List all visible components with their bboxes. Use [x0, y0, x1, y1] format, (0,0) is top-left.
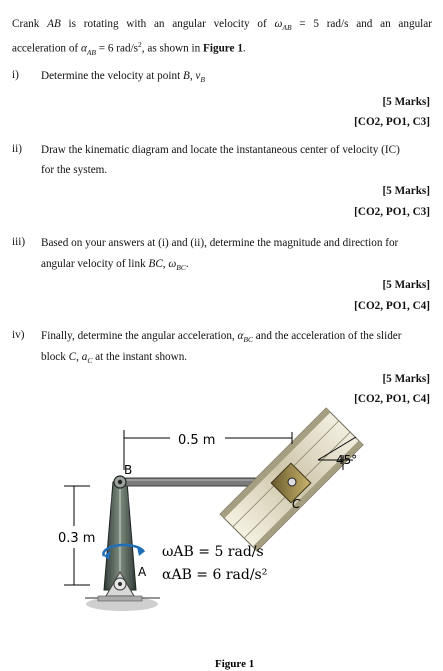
question-3-co: [CO2, PO1, C4] [354, 300, 430, 312]
question-1-co: [CO2, PO1, C3] [354, 116, 430, 128]
label-c: C [292, 497, 301, 511]
alpha-label: αAB = 6 rad/s² [162, 567, 268, 583]
intro-line-1: Crank AB is rotating with an angular velocity of $\omega_{AB} = 5$ rad/s and an angular [12, 18, 432, 33]
dimension-vertical-label: 0.3 m [58, 531, 96, 546]
question-1-text: Determine the velocity at point B, $v_B$ [41, 70, 205, 85]
question-4-marks: [5 Marks] [382, 373, 430, 385]
question-4-text-line-1: Finally, determine the angular acceleration, $\alpha_{BC}$ and the acceleration of the slider [41, 330, 402, 345]
question-2-marks: [5 Marks] [382, 185, 430, 197]
angle-label: 45° [336, 453, 358, 467]
question-3-text-line-1: Based on your answers at (i) and (ii), determine the magnitude and direction for [41, 237, 399, 249]
label-a: A [138, 565, 147, 579]
question-3-text-line-2: angular velocity of link BC, $\omega_{BC}$. [41, 258, 189, 273]
omega-label: ωAB = 5 rad/s [162, 544, 264, 560]
question-4-co: [CO2, PO1, C4] [354, 393, 430, 405]
question-2-co: [CO2, PO1, C3] [354, 206, 430, 218]
pin-c [288, 478, 296, 486]
question-1-number: i) [12, 69, 19, 81]
question-2-text-line-1: Draw the kinematic diagram and locate the instantaneous center of velocity (IC) [41, 144, 400, 156]
question-4-text-line-2: block C, $a_C$ at the instant shown. [41, 351, 188, 366]
question-4-number: iv) [12, 329, 25, 341]
question-3-number: iii) [12, 236, 26, 248]
label-b: B [124, 463, 133, 477]
question-2-number: ii) [12, 143, 22, 155]
intro-line-2: acceleration of $\alpha_{AB} = 6$ rad/$s^2$, as shown in Figure 1. [12, 40, 246, 57]
question-2-text-line-2: for the system. [41, 164, 108, 176]
figure-caption: Figure 1 [215, 658, 255, 670]
question-3-marks: [5 Marks] [382, 279, 430, 291]
question-1-marks: [5 Marks] [382, 96, 430, 108]
dimension-horizontal-label: 0.5 m [178, 433, 216, 448]
